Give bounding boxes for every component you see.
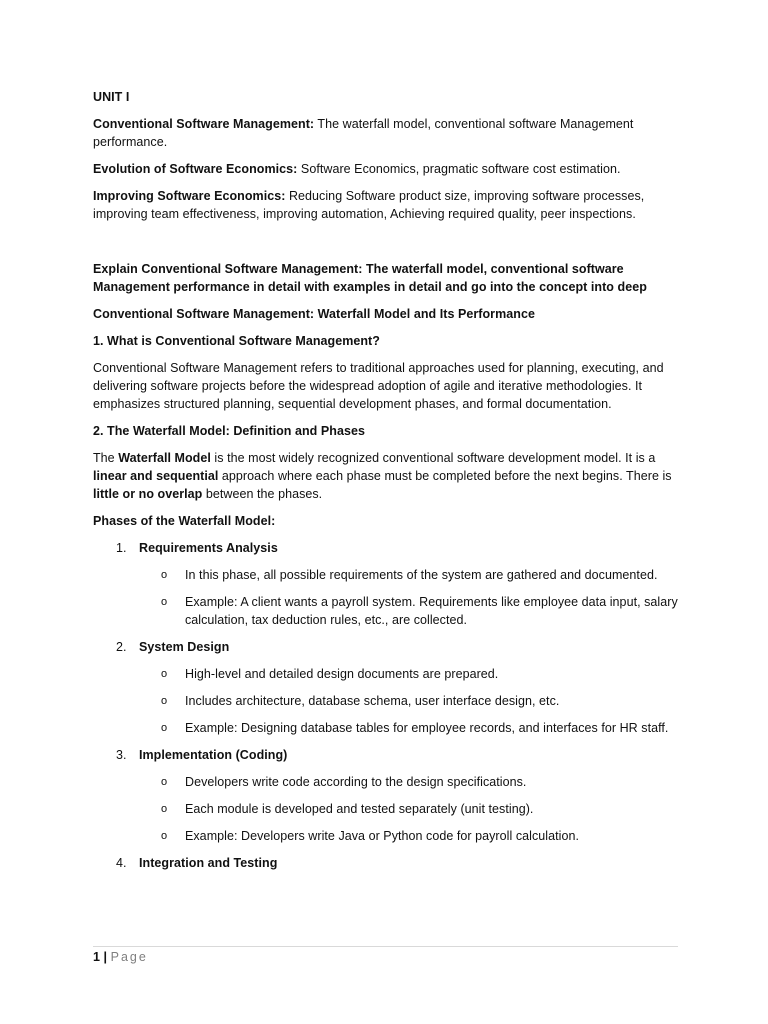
section-text: Conventional Software Management refers to traditional approaches used for planning, executing, and delivering software projects before the widespread adoption of agile and iterative methodologies. It emphasizes structured planning, sequential development phases, and formal documentation. [93, 361, 664, 411]
spacer [93, 232, 683, 260]
section-heading: 2. The Waterfall Model: Definition and Phases [93, 424, 365, 438]
circle-bullet-icon: o [161, 830, 168, 842]
phase-item: 1. Requirements Analysis [116, 541, 278, 555]
circle-bullet-icon: o [161, 722, 168, 734]
footer-divider [93, 946, 678, 947]
document-page [93, 88, 683, 881]
circle-bullet-icon: o [161, 596, 168, 608]
syllabus-item: Evolution of Software Economics: Software Economics, pragmatic software cost estimation. [93, 162, 621, 176]
circle-bullet-icon: o [161, 668, 168, 680]
circle-bullet-icon: o [161, 776, 168, 788]
list-item: o Each module is developed and tested separately (unit testing). [161, 802, 534, 816]
page-number: 1 [93, 950, 101, 964]
section-text: The Waterfall Model is the most widely recognized conventional software development model. It is a linear and sequential approach where each phase must be completed before the next begins. There is little or no overlap between the phases. [93, 451, 672, 501]
list-item: o Example: Developers write Java or Python code for payroll calculation. [161, 829, 579, 843]
unit-title: UNIT I [93, 90, 130, 104]
page-label: Page [110, 950, 148, 964]
phase-item: 3. Implementation (Coding) [116, 748, 288, 762]
list-item: o Includes architecture, database schema, user interface design, etc. [161, 694, 560, 708]
circle-bullet-icon: o [161, 569, 168, 581]
footer-separator: | [103, 950, 108, 964]
list-item: o In this phase, all possible requirements of the system are gathered and documented. [161, 568, 658, 582]
phase-item: 4. Integration and Testing [116, 856, 278, 870]
question-heading: Explain Conventional Software Management: The waterfall model, conventional software Management performance in detail with examples in detail and go into the concept into deep [93, 262, 647, 294]
page-footer [93, 948, 148, 966]
answer-title: Conventional Software Management: Waterfall Model and Its Performance [93, 307, 535, 321]
list-item: o Example: Designing database tables for employee records, and interfaces for HR staff. [161, 721, 669, 735]
circle-bullet-icon: o [161, 695, 168, 707]
phases-heading: Phases of the Waterfall Model: [93, 514, 276, 528]
syllabus-item: Conventional Software Management: The waterfall model, conventional software Management performance. [93, 117, 634, 149]
syllabus-item: Improving Software Economics: Reducing Software product size, improving software processes, improving team effectiveness, improving automation, Achieving required quality, peer inspections. [93, 189, 645, 221]
phase-item: 2. System Design [116, 640, 230, 654]
circle-bullet-icon: o [161, 803, 168, 815]
list-item: o Example: A client wants a payroll system. Requirements like employee data input, salary calculation, tax deduction rules, etc., are collected. [161, 595, 678, 627]
list-item: o Developers write code according to the design specifications. [161, 775, 527, 789]
list-item: o High-level and detailed design documents are prepared. [161, 667, 499, 681]
section-heading: 1. What is Conventional Software Management? [93, 334, 380, 348]
